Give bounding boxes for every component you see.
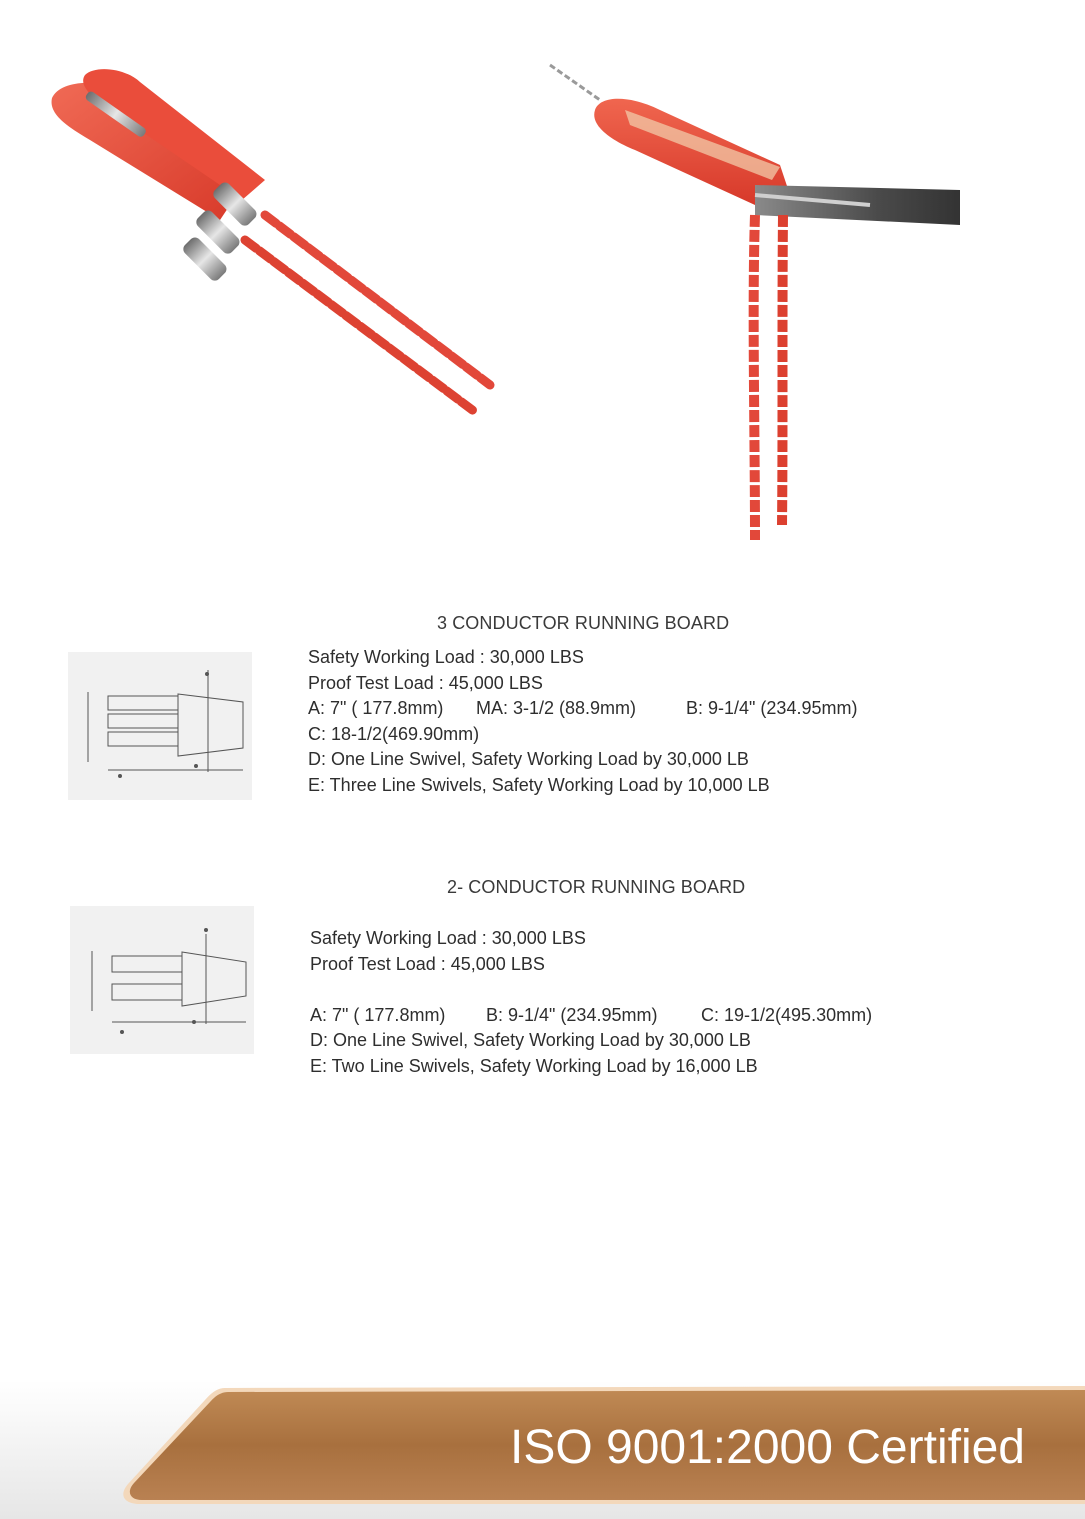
three-conductor-specs <box>308 645 857 798</box>
spec-line <box>308 773 857 799</box>
two-conductor-diagram <box>70 906 254 1054</box>
spec-line <box>308 747 857 773</box>
spec-proof-test-load: Proof Test Load : 45,000 LBS <box>310 953 545 974</box>
spec-line <box>310 1054 872 1080</box>
spec-line <box>308 722 857 748</box>
spec-line <box>310 926 872 952</box>
section-title-2-conductor: 2- CONDUCTOR RUNNING BOARD <box>447 877 746 897</box>
two-conductor-board-photo <box>540 55 970 555</box>
spec-proof-test-load: Proof Test Load : 45,000 LBS <box>308 672 543 693</box>
spec-dimension-b: B: 9-1/4" (234.95mm) <box>486 1004 658 1025</box>
spec-line <box>308 696 857 722</box>
iso-certified-text: ISO 9001:2000 Certified <box>510 1421 1025 1474</box>
spec-dimension-c: C: 19-1/2(495.30mm) <box>701 1004 873 1025</box>
spec-dimension-a: A: 7" ( 177.8mm) <box>308 698 444 718</box>
spec-line <box>310 952 872 978</box>
three-conductor-diagram <box>68 652 252 800</box>
spec-swivel-e: E: Two Line Swivels, Safety Working Load by 16,000 LB <box>310 1055 758 1076</box>
three-conductor-board-photo <box>30 40 520 460</box>
spec-line <box>308 671 857 697</box>
spec-line <box>310 1028 872 1054</box>
spec-safety-working-load: Safety Working Load : 30,000 LBS <box>308 647 584 667</box>
spec-blank-line <box>310 977 315 1003</box>
section-title-3-conductor: 3 CONDUCTOR RUNNING BOARD <box>437 613 730 633</box>
spec-dimension-c: C: 18-1/2(469.90mm) <box>308 723 480 744</box>
spec-dimension-ma: MA: 3-1/2 (88.9mm) <box>476 698 637 718</box>
spec-dimension-b: B: 9-1/4" (234.95mm) <box>686 698 858 718</box>
spec-line <box>310 1003 872 1029</box>
spec-swivel-d: D: One Line Swivel, Safety Working Load by 30,000 LB <box>308 749 749 769</box>
two-conductor-specs <box>310 926 872 1079</box>
spec-line <box>308 645 857 671</box>
spec-line <box>310 977 872 1003</box>
spec-swivel-e: E: Three Line Swivels, Safety Working Load by 10,000 LB <box>308 774 770 795</box>
spec-safety-working-load: Safety Working Load : 30,000 LBS <box>310 928 586 948</box>
spec-dimension-a: A: 7" ( 177.8mm) <box>310 1004 446 1025</box>
spec-swivel-d: D: One Line Swivel, Safety Working Load by 30,000 LB <box>310 1030 751 1050</box>
